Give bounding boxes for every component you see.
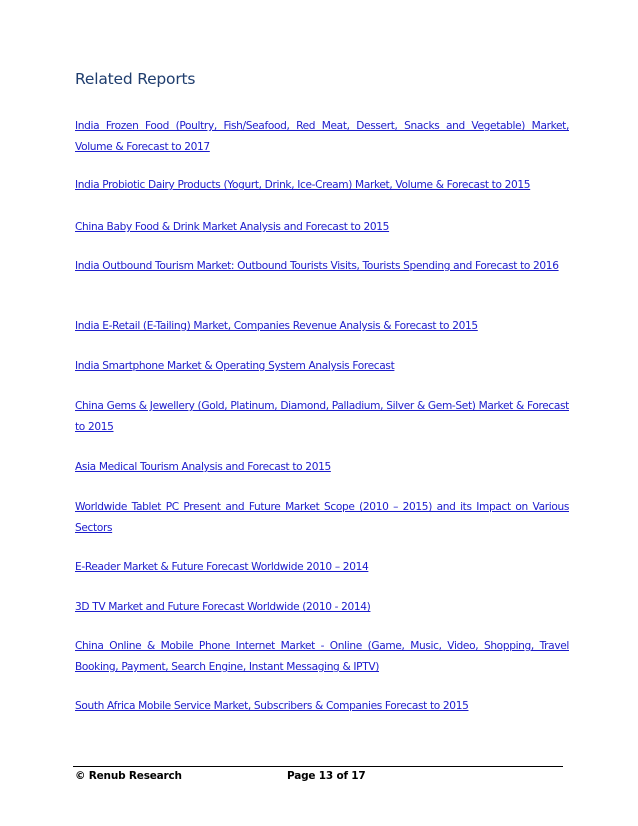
report-link[interactable]: Worldwide Tablet PC Present and Future Market Scope (2010 – 2015) and its Impact on Various Sectors	[75, 501, 569, 534]
report-link[interactable]: China Online & Mobile Phone Internet Market - Online (Game, Music, Video, Shopping, Travel Booking, Payment, Search Engine, Instant Messaging & IPTV)	[75, 640, 569, 673]
footer-page-number: Page 13 of 17	[287, 770, 366, 782]
section-heading: Related Reports	[75, 70, 196, 88]
report-link[interactable]: India Smartphone Market & Operating System Analysis Forecast	[75, 360, 395, 372]
report-link[interactable]: China Baby Food & Drink Market Analysis and Forecast to 2015	[75, 221, 390, 233]
report-link[interactable]: India E-Retail (E-Tailing) Market, Companies Revenue Analysis & Forecast to 2015	[75, 320, 478, 332]
report-link[interactable]: India Outbound Tourism Market: Outbound Tourists Visits, Tourists Spending and Forecast to 2016	[75, 260, 559, 272]
report-link[interactable]: 3D TV Market and Future Forecast Worldwide (2010 - 2014)	[75, 601, 371, 613]
report-link[interactable]: E-Reader Market & Future Forecast Worldwide 2010 – 2014	[75, 561, 369, 573]
report-link[interactable]: China Gems & Jewellery (Gold, Platinum, Diamond, Palladium, Silver & Gem-Set) Market & Forecast to 2015	[75, 400, 569, 433]
report-link[interactable]: Asia Medical Tourism Analysis and Forecast to 2015	[75, 461, 331, 473]
footer-divider	[73, 766, 563, 767]
report-link[interactable]: India Probiotic Dairy Products (Yogurt, Drink, Ice-Cream) Market, Volume & Forecast to 2015	[75, 179, 531, 191]
report-link[interactable]: India Frozen Food (Poultry, Fish/Seafood, Red Meat, Dessert, Snacks and Vegetable) Market, Volume & Forecast to 2017	[75, 120, 569, 153]
footer-copyright: © Renub Research	[75, 770, 182, 782]
report-link[interactable]: South Africa Mobile Service Market, Subscribers & Companies Forecast to 2015	[75, 700, 469, 712]
